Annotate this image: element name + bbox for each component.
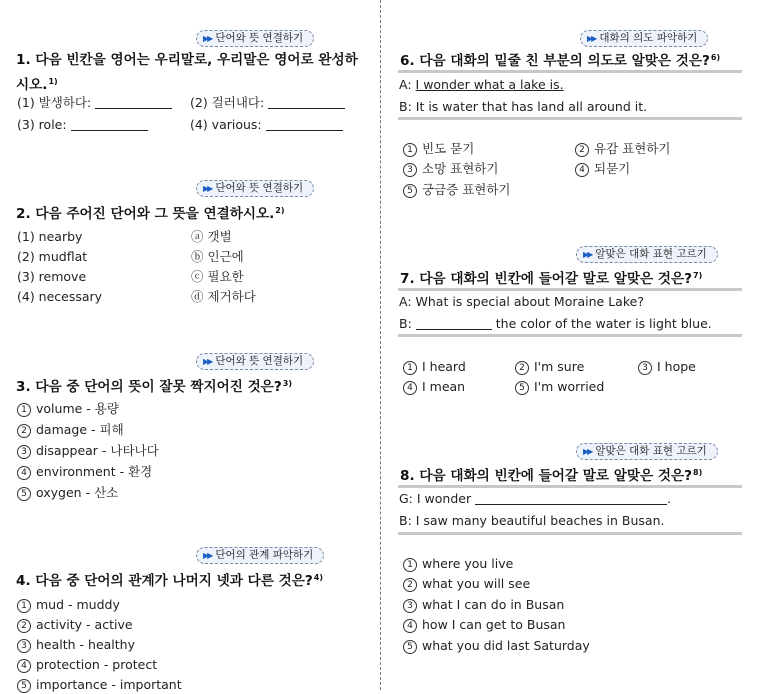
q7-option-1[interactable]: 1 I heard <box>403 358 466 376</box>
q4-question: 4. 다음 중 단어의 관계가 나머지 넷과 다른 것은?$^{4)}$ <box>16 573 323 589</box>
q8-option-4[interactable]: 4 how I can get to Busan <box>403 616 565 634</box>
q7-option-4[interactable]: 4 I mean <box>403 378 465 396</box>
q7-dialogue-a: A: What is special about Moraine Lake? <box>399 294 644 309</box>
q6-option-3[interactable]: 3 소망 표현하기 <box>403 160 498 178</box>
double-triangle-icon: ▶▶ <box>583 250 592 259</box>
answer-blank[interactable] <box>71 117 148 131</box>
q7-option-2[interactable]: 2 I'm sure <box>515 358 584 376</box>
q3-option-5[interactable]: 5 oxygen - 산소 <box>17 484 118 502</box>
q2-left-4: (4) necessary <box>17 289 103 304</box>
q8-question: 8. 다음 대화의 빈칸에 들어갈 말로 알맞은 것은?$^{8)}$ <box>400 468 703 484</box>
q6-category-tag: ▶▶ 대화의 의도 파악하기 <box>580 30 708 47</box>
double-triangle-icon: ▶▶ <box>203 357 212 366</box>
q1-item-4: (4) various: <box>190 116 343 134</box>
answer-blank[interactable] <box>95 95 172 109</box>
double-triangle-icon: ▶▶ <box>587 34 596 43</box>
dialogue-box-bottom-rule <box>398 532 742 535</box>
q6-option-4[interactable]: 4 되묻기 <box>575 160 630 178</box>
q4-option-3[interactable]: 3 health - healthy <box>17 636 135 654</box>
q3-option-1[interactable]: 1 volume - 용량 <box>17 400 119 418</box>
dialogue-box-top-rule <box>398 288 742 291</box>
answer-blank[interactable] <box>266 117 343 131</box>
q6-option-1[interactable]: 1 빈도 묻기 <box>403 140 474 158</box>
left-column <box>0 0 376 690</box>
q3-option-2[interactable]: 2 damage - 피해 <box>17 421 124 439</box>
q1-item-3: (3) role: <box>17 116 148 134</box>
q8-option-3[interactable]: 3 what I can do in Busan <box>403 596 564 614</box>
double-triangle-icon: ▶▶ <box>583 447 592 456</box>
q1-question: 1. 다음 빈칸을 영어는 우리말로, 우리말은 영어로 완성하시오.$^{1)}$ <box>16 52 358 93</box>
q4-option-2[interactable]: 2 activity - active <box>17 616 133 634</box>
q3-category-tag: ▶▶ 단어와 뜻 연결하기 <box>196 353 314 370</box>
q2-left-3: (3) remove <box>17 269 87 284</box>
q7-option-5[interactable]: 5 I'm worried <box>515 378 604 396</box>
q3-question: 3. 다음 중 단어의 뜻이 잘못 짝지어진 것은?$^{3)}$ <box>16 379 292 395</box>
q8-option-2[interactable]: 2 what you will see <box>403 575 530 593</box>
q7-question: 7. 다음 대화의 빈칸에 들어갈 말로 알맞은 것은?$^{7)}$ <box>400 271 703 287</box>
q4-option-1[interactable]: 1 mud - muddy <box>17 596 120 614</box>
q1-item-1: (1) 발생하다: <box>17 94 172 112</box>
q2-right-1: ⓐ 갯벌 <box>191 229 232 244</box>
q2-right-2: ⓑ 인근에 <box>191 249 244 264</box>
answer-blank[interactable] <box>475 491 667 505</box>
q4-option-5[interactable]: 5 importance - important <box>17 676 182 694</box>
q7-category-tag: ▶▶ 알맞은 대화 표현 고르기 <box>576 246 718 263</box>
q8-category-tag: ▶▶ 알맞은 대화 표현 고르기 <box>576 443 718 460</box>
double-triangle-icon: ▶▶ <box>203 34 212 43</box>
q6-question: 6. 다음 대화의 밑줄 친 부분의 의도로 알맞은 것은?$^{6)}$ <box>400 53 721 69</box>
answer-blank[interactable] <box>416 316 492 330</box>
q6-option-5[interactable]: 5 궁금증 표현하기 <box>403 181 511 199</box>
q3-option-4[interactable]: 4 environment - 환경 <box>17 463 152 481</box>
q2-category-tag: ▶▶ 단어와 뜻 연결하기 <box>196 180 314 197</box>
dialogue-box-top-rule <box>398 485 742 488</box>
q8-dialogue-g: G: I wonder . <box>399 491 672 506</box>
q7-dialogue-b: B: the color of the water is light blue. <box>399 316 712 331</box>
q6-dialogue-a: A: I wonder what a lake is. <box>399 77 564 92</box>
answer-blank[interactable] <box>268 95 345 109</box>
dialogue-box-top-rule <box>398 70 742 73</box>
right-column <box>388 0 765 690</box>
q8-option-5[interactable]: 5 what you did last Saturday <box>403 637 590 655</box>
column-divider <box>380 0 381 690</box>
q2-right-4: ⓓ 제거하다 <box>191 289 256 304</box>
q4-category-tag: ▶▶ 단어의 관계 파악하기 <box>196 547 324 564</box>
q8-option-1[interactable]: 1 where you live <box>403 555 513 573</box>
q2-left-1: (1) nearby <box>17 229 83 244</box>
dialogue-box-bottom-rule <box>398 334 742 337</box>
q7-option-3[interactable]: 3 I hope <box>638 358 696 376</box>
q6-option-2[interactable]: 2 유감 표현하기 <box>575 140 670 158</box>
double-triangle-icon: ▶▶ <box>203 551 212 560</box>
q2-right-3: ⓒ 필요한 <box>191 269 244 284</box>
q2-question: 2. 다음 주어진 단어와 그 뜻을 연결하시오.$^{2)}$ <box>16 206 285 222</box>
double-triangle-icon: ▶▶ <box>203 184 212 193</box>
dialogue-box-bottom-rule <box>398 117 742 120</box>
q8-dialogue-b: B: I saw many beautiful beaches in Busan. <box>399 513 665 528</box>
q3-option-3[interactable]: 3 disappear - 나타나다 <box>17 442 159 460</box>
q1-category-tag: ▶▶ 단어와 뜻 연결하기 <box>196 30 314 47</box>
q6-dialogue-b: B: It is water that has land all around it. <box>399 99 648 114</box>
q4-option-4[interactable]: 4 protection - protect <box>17 656 157 674</box>
q1-item-2: (2) 걸러내다: <box>190 94 345 112</box>
q2-left-2: (2) mudflat <box>17 249 88 264</box>
